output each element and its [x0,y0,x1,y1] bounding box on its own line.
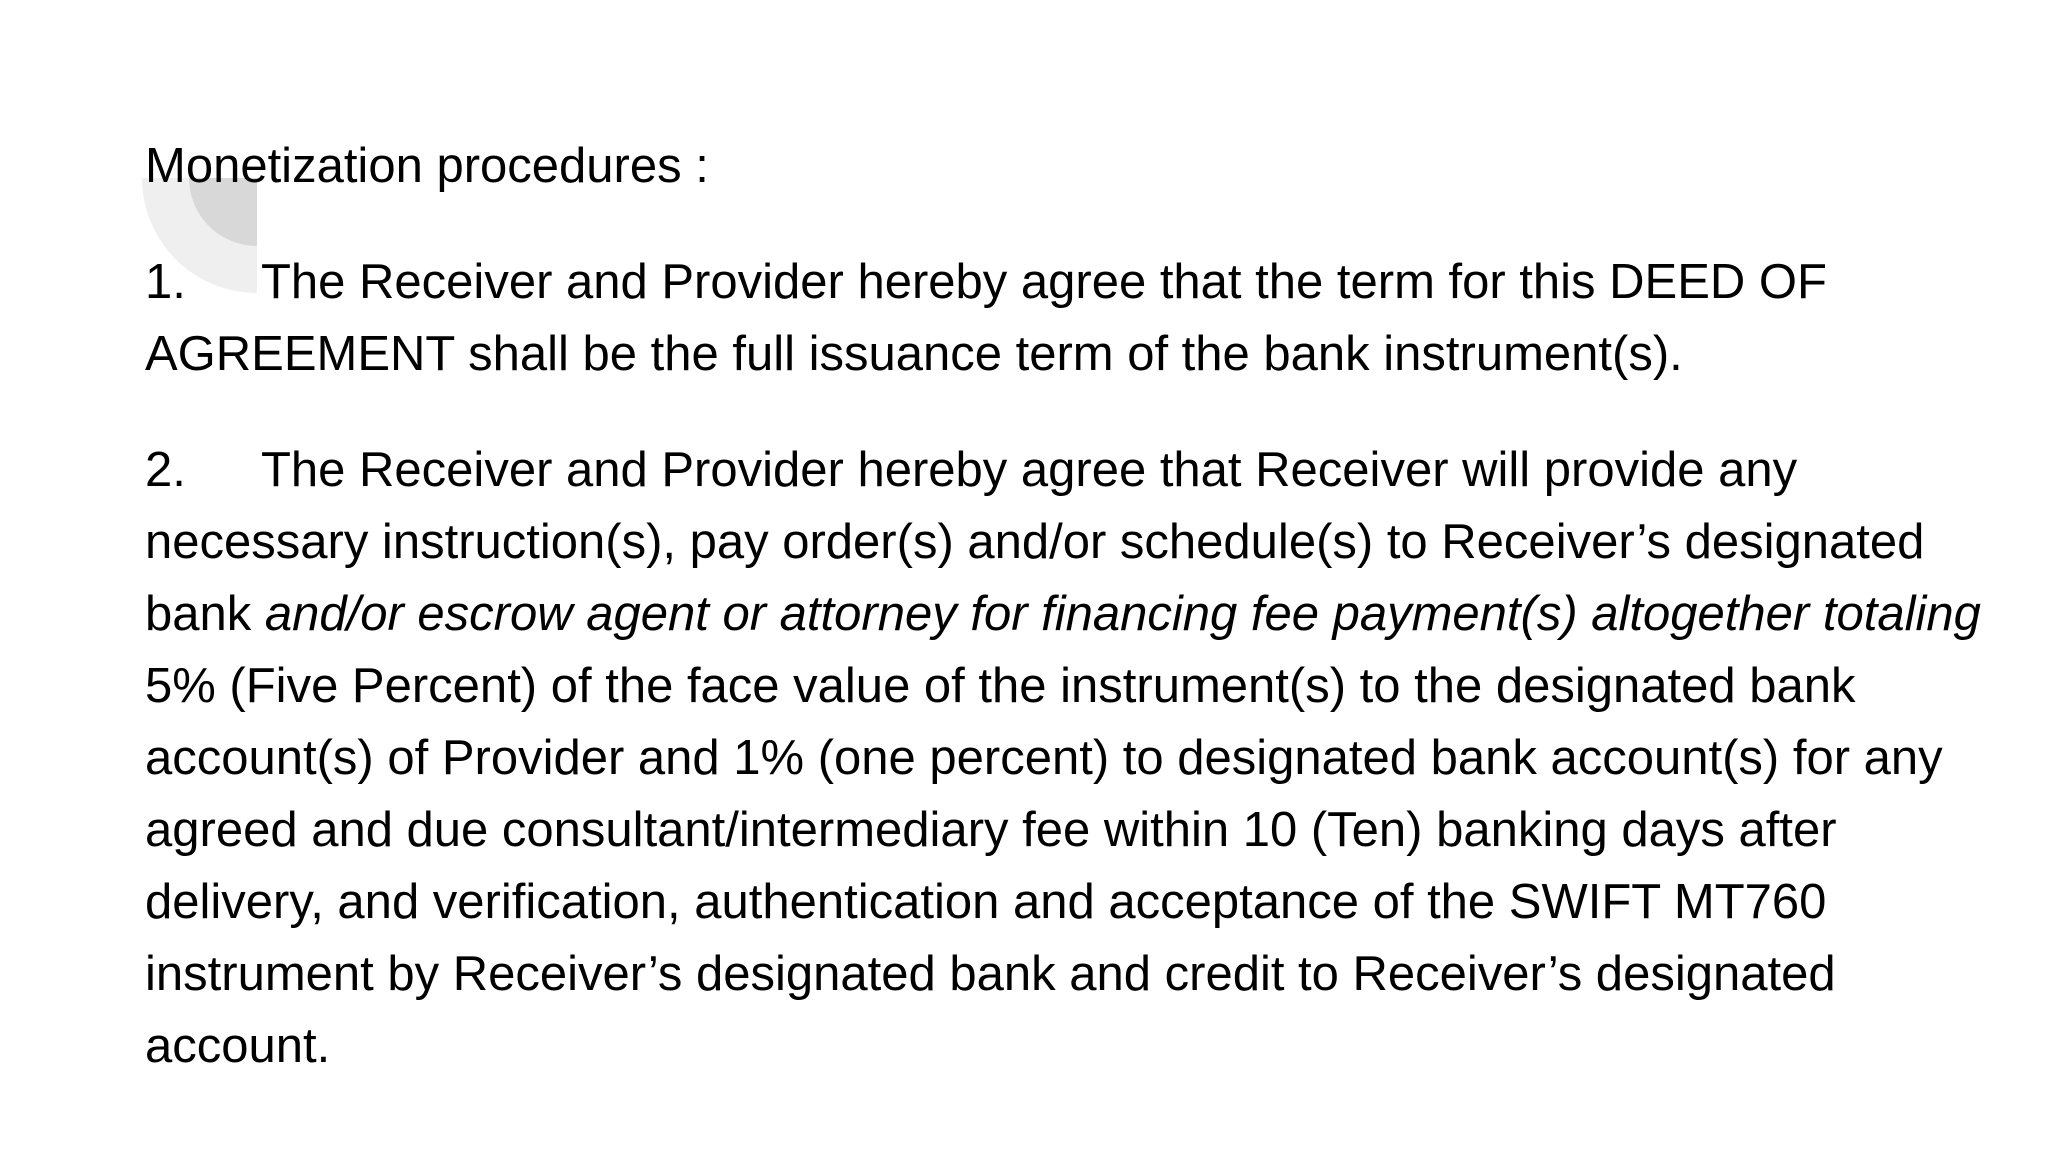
list-item-text: The Receiver and Provider hereby agree that the term for this DEED OF AGREEMENT shall be the full issuance term of the bank instrument(s). [145,255,1827,381]
list-item-1 [145,246,1995,390]
list-item-number: 1. [145,255,186,309]
section-heading: Monetization procedures : [145,139,709,193]
list-item-number: 2. [145,443,186,497]
list-item-2 [145,434,1995,1082]
list-item-text-part2: 5% (Five Percent) of the face value of the instrument(s) to the designated bank account(s) of Provider and 1% (one percent) to designated bank account(s) for any agreed and due consultant/intermediary fee within 10 (Ten) banking days after delivery, and verification, authentication and acceptance of the SWIFT MT760 instrument by Receiver’s designated bank and credit to Receiver’s designated account. [145,659,1943,1073]
list-item-text-part1: The Receiver and Provider hereby agree that Receiver will provide any necessary instruction(s), pay order(s) and/or schedule(s) to Receiver’s designated bank [145,443,1925,641]
list-item-text-italic: and/or escrow agent or attorney for financing fee payment(s) altogether totaling [264,587,1981,641]
document-body [145,130,1995,1126]
